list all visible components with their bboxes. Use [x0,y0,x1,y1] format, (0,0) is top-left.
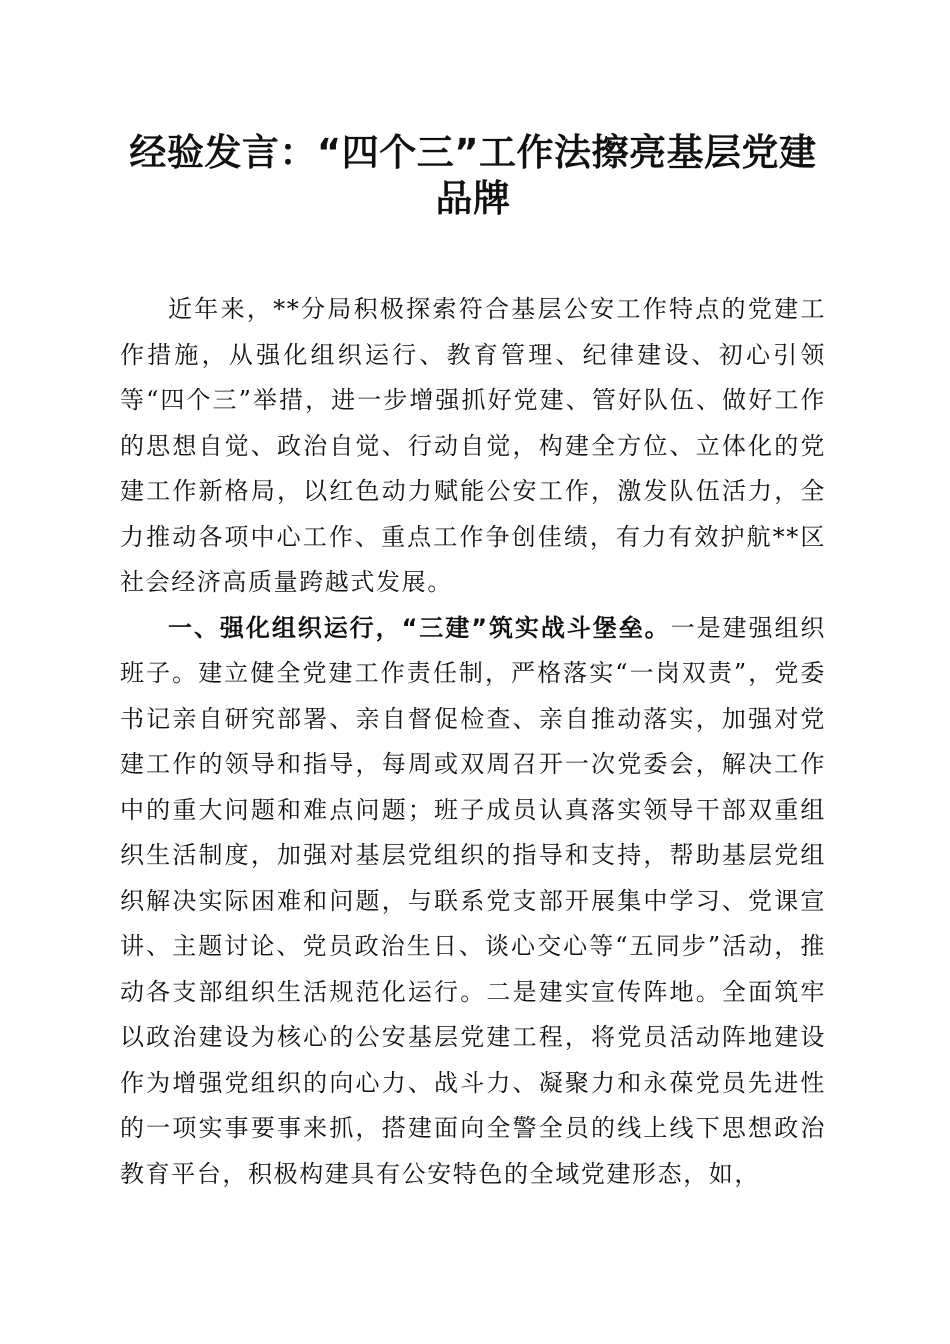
document-body [120,287,826,1197]
intro-paragraph-text: 近年来，**分局积极探索符合基层公安工作特点的党建工作措施，从强化组织运行、教育管理、纪律建设、初心引领等“四个三”举措，进一步增强抓好党建、管好队伍、做好工作的思想自觉、政治自觉、行动自觉，构建全方位、立体化的党建工作新格局，以红色动力赋能公安工作，激发队伍活力，全力推动各项中心工作、重点工作争创佳绩，有力有效护航**区社会经济高质量跨越式发展。 [120,295,826,596]
intro-paragraph [120,287,826,606]
section-one-text: 一是建强组织班子。建立健全党建工作责任制，严格落实“一岗双责”，党委书记亲自研究部署、亲自督促检查、亲自推动落实，加强对党建工作的领导和指导，每周或双周召开一次党委会，解决工作中的重大问题和难点问题；班子成员认真落实领导干部双重组织生活制度，加强对基层党组织的指导和支持，帮助基层党组织解决实际困难和问题，与联系党支部开展集中学习、党课宣讲、主题讨论、党员政治生日、谈心交心等“五同步”活动，推动各支部组织生活规范化运行。二是建实宣传阵地。全面筑牢以政治建设为核心的公安基层党建工程，将党员活动阵地建设作为增强党组织的向心力、战斗力、凝聚力和永葆党员先进性的一项实事要事来抓，搭建面向全警全员的线上线下思想政治教育平台，积极构建具有公安特色的全域党建形态，如， [120,613,826,1188]
document-page [120,130,826,1197]
document-title: 经验发言：“四个三”工作法擦亮基层党建品牌 [129,131,817,220]
section-one-heading: 一、强化组织运行，“三建”筑实战斗堡垒。 [168,613,671,642]
section-one-paragraph [120,606,826,1198]
